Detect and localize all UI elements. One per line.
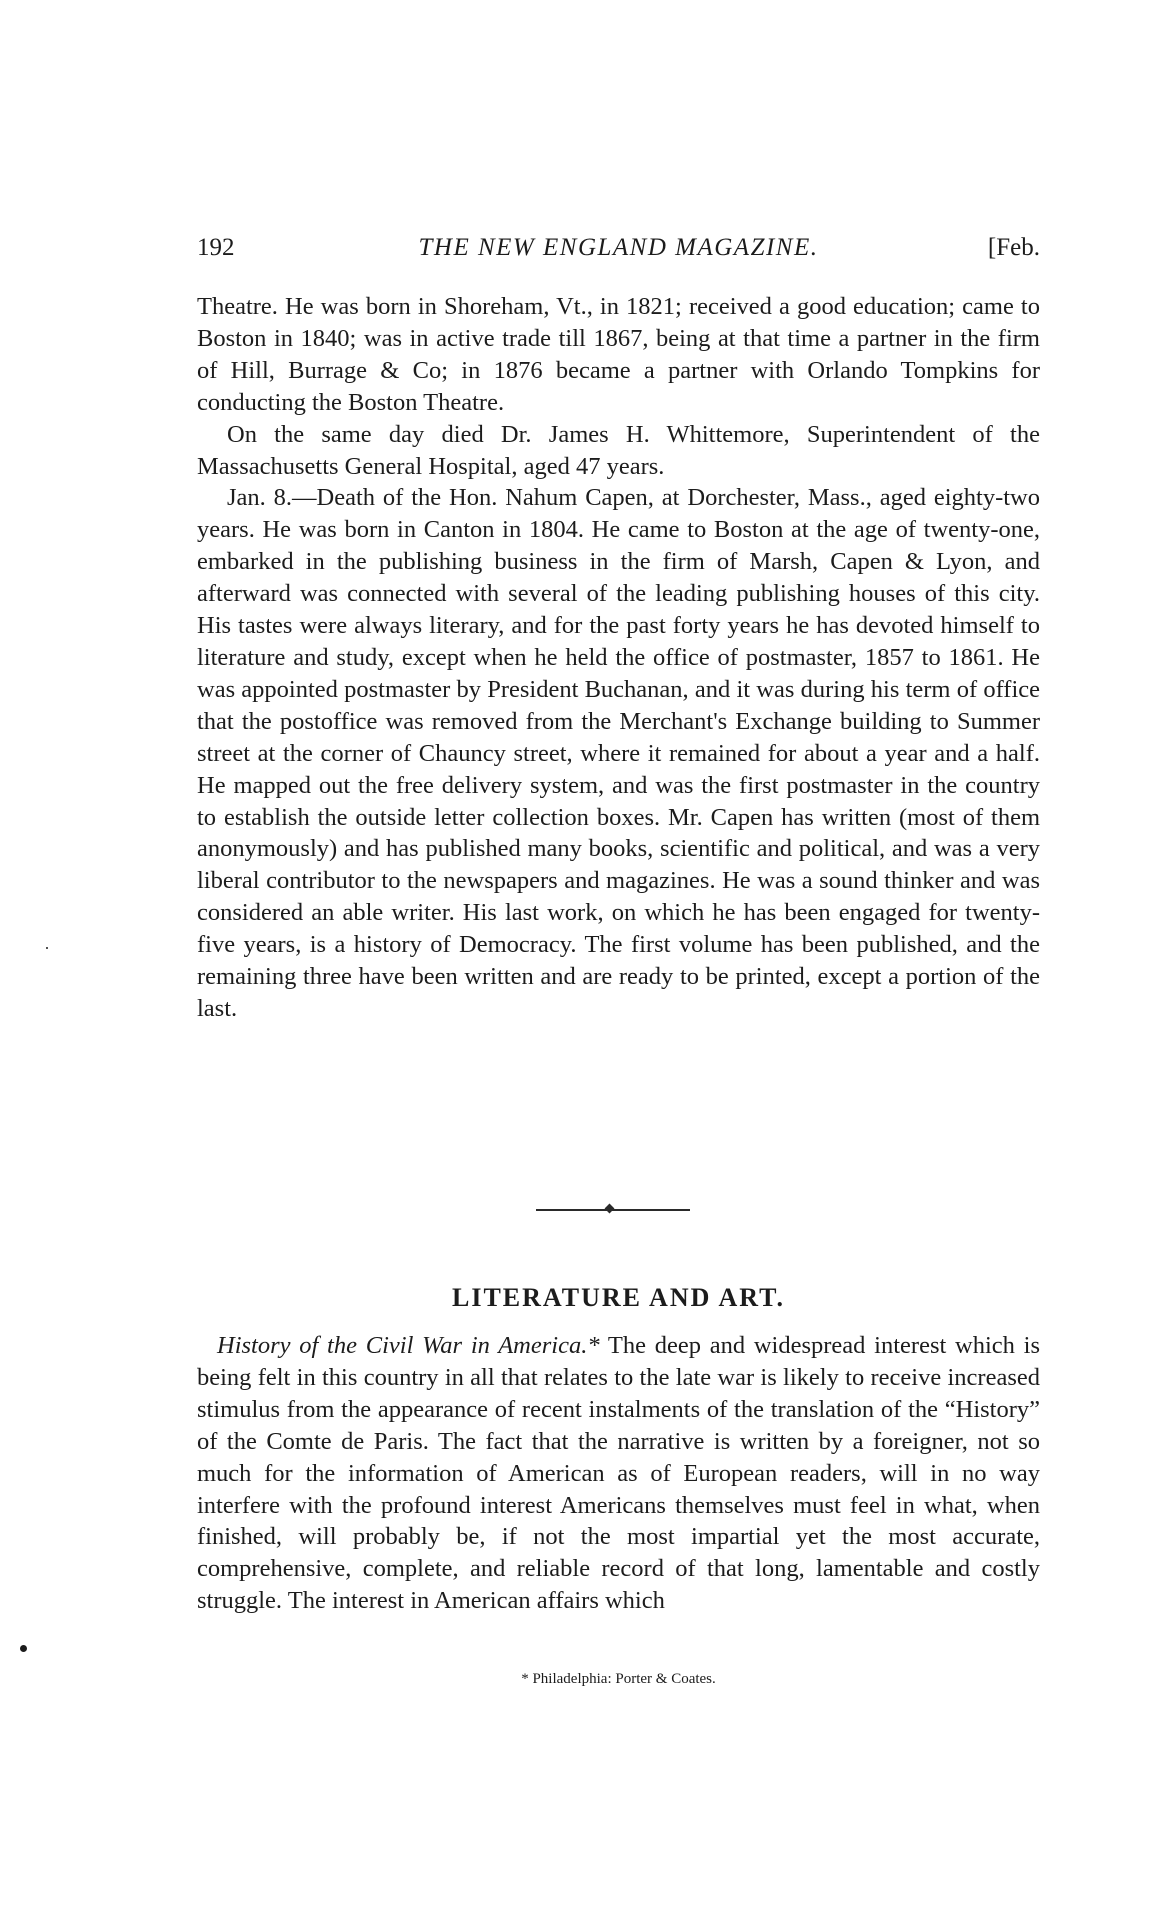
paragraph-civil-war-review	[197, 1330, 1040, 1617]
divider-diamond	[605, 1204, 615, 1214]
magazine-title: THE NEW ENGLAND MAGAZINE.	[418, 234, 819, 261]
running-head	[197, 234, 1040, 274]
paragraph-continued-theatre: Theatre. He was born in Shoreham, Vt., in 1821; received a good education; came to Boston in 1840; was in active trade till 1867, being at that time a partner in the firm of Hill, Burrage & Co; in 1876 became a partner with Orlando Tompkins for conducting the Boston Theatre.	[197, 293, 1040, 416]
paragraph-capen: Jan. 8.—Death of the Hon. Nahum Capen, at Dorchester, Mass., aged eighty-two years. He was born in Canton in 1804. He came to Boston at the age of twenty-one, embarked in the publishing business in the firm of Marsh, Capen & Lyon, and afterward was connected with several of the leading publishing houses of this city. His tastes were always literary, and for the past forty years he has devoted himself to literature and study, except when he held the office of postmaster, 1857 to 1861. He was appointed postmaster by President Buchanan, and it was during his term of office that the postoffice was removed from the Merchant's Exchange building to Summer street at the corner of Chauncy street, where it remained for about a year and a half. He mapped out the free delivery system, and was the first postmaster in the country to establish the outside letter collection boxes. Mr. Capen has written (most of them anonymously) and has published many books, scientific and political, and was a very liberal contributor to the newspapers and magazines. He was a sound thinker and was considered an able writer. His last work, on which he has been engaged for twenty-five years, is a history of Democracy. The first volume has been published, and the remaining three have been written and are ready to be printed, except a portion of the last.	[197, 484, 1040, 1022]
paragraph-whittemore: On the same day died Dr. James H. Whittemore, Superintendent of the Massachusetts General Hospital, aged 47 years.	[197, 420, 1040, 480]
page-number: 192	[197, 234, 235, 261]
margin-ink-speck	[46, 947, 48, 949]
review-body: The deep and widespread interest which is being felt in this country in all that relates to the late war is likely to receive increased stimulus from the appearance of recent instalments of the translation of the “History” of the Comte de Paris. The fact that the narrative is written by a foreigner, not so much for the information of American as of European readers, will in no way interfere with the profound interest Americans themselves must feel in what, when finished, will probably be, if not the most impartial yet the most accurate, comprehensive, complete, and reliable record of that long, lamentable and costly struggle. The interest in American affairs which	[197, 1332, 1041, 1615]
literature-text-block	[197, 1330, 1040, 1617]
footnote: * Philadelphia: Porter & Coates.	[521, 1671, 716, 1687]
book-title: History of the Civil War in America.*	[217, 1332, 600, 1359]
section-heading: LITERATURE AND ART.	[451, 1283, 785, 1312]
obituary-text-block	[197, 291, 1040, 1025]
issue-month: [Feb.	[987, 234, 1040, 261]
section-divider-ornament	[536, 1204, 690, 1216]
margin-ink-dot	[20, 1645, 27, 1652]
